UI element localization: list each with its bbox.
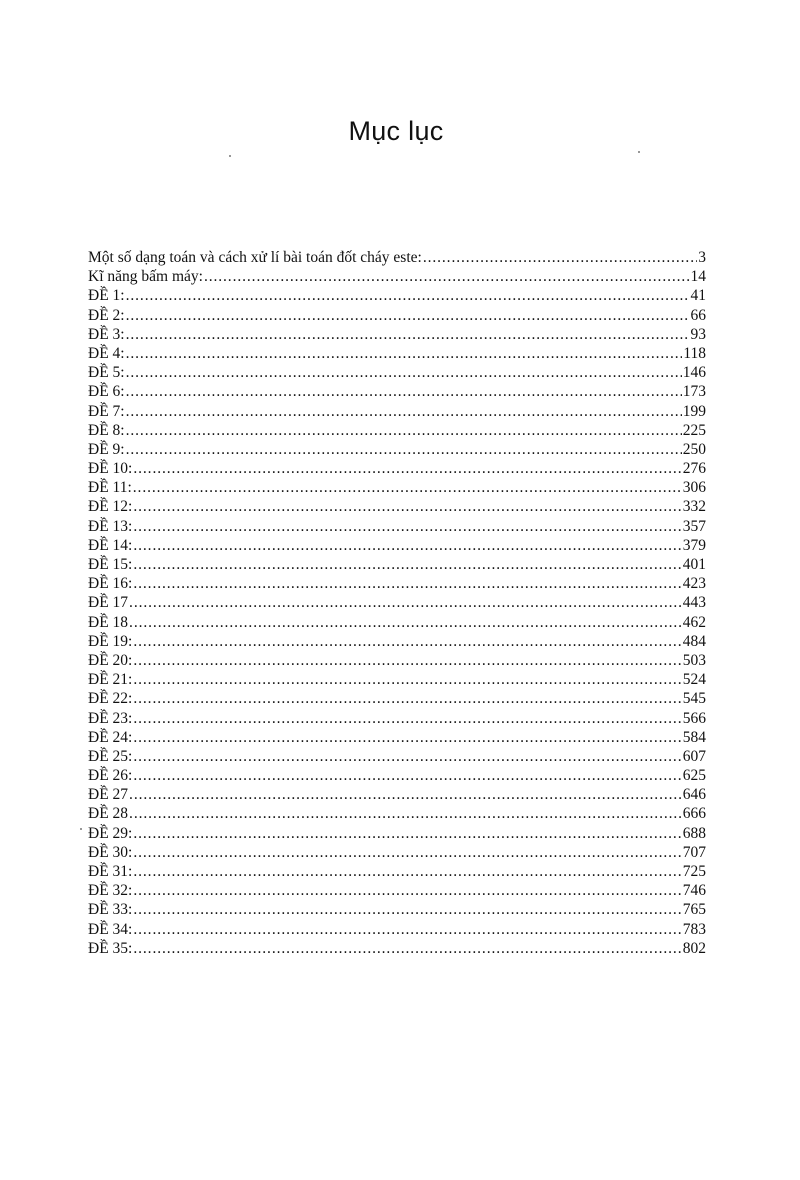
toc-entry xyxy=(88,593,706,612)
toc-entry-label: ĐỀ 18 xyxy=(88,613,129,631)
dot-leader xyxy=(133,881,681,900)
toc-entry xyxy=(88,517,706,536)
toc-entry-label: ĐỀ 35: xyxy=(88,939,133,957)
dot-leader xyxy=(133,478,682,497)
dot-leader xyxy=(129,804,682,823)
toc-entry-page-number: 306 xyxy=(682,479,706,497)
toc-entry-label: ĐỀ 31: xyxy=(88,863,133,880)
toc-entry xyxy=(88,421,706,440)
toc-entry xyxy=(88,574,706,593)
dot-leader xyxy=(129,613,682,632)
toc-entry-label: ĐỀ 20: xyxy=(88,651,133,669)
toc-entry-page-number: 443 xyxy=(682,594,706,612)
toc-entry-page-number: 584 xyxy=(682,728,706,746)
toc-entry-label: ĐỀ 2: xyxy=(88,306,125,324)
toc-entry-label: ĐỀ 32: xyxy=(88,882,133,900)
toc-entry-page-number: 225 xyxy=(682,421,706,439)
dot-leader xyxy=(126,286,690,305)
toc-entry-label: ĐỀ 19: xyxy=(88,632,133,650)
toc-entry-page-number: 146 xyxy=(682,364,706,382)
dot-leader xyxy=(129,593,682,612)
toc-entry-page-number: 484 xyxy=(682,632,706,650)
toc-entry-page-number: 401 xyxy=(682,556,706,573)
toc-entry-page-number: 14 xyxy=(690,268,706,286)
toc-entry-page-number: 276 xyxy=(682,460,706,478)
toc-entry xyxy=(88,402,706,421)
toc-entry-page-number: 423 xyxy=(682,575,706,593)
dot-leader xyxy=(126,402,682,421)
toc-entry-page-number: 707 xyxy=(682,843,706,861)
toc-entry-label: ĐỀ 9: xyxy=(88,440,125,458)
toc-entry xyxy=(88,497,706,516)
toc-entry-page-number: 725 xyxy=(682,863,706,880)
toc-entry xyxy=(88,881,706,900)
toc-entry-page-number: 93 xyxy=(690,325,706,343)
toc-entry-page-number: 199 xyxy=(682,402,706,420)
toc-entry-page-number: 357 xyxy=(682,517,706,535)
dot-leader xyxy=(126,306,690,325)
dot-leader xyxy=(133,709,681,728)
toc-entry-label: ĐỀ 28 xyxy=(88,805,129,823)
toc-entry xyxy=(88,363,706,382)
dot-leader xyxy=(133,459,681,478)
toc-entry xyxy=(88,900,706,919)
dot-leader xyxy=(133,517,681,536)
toc-entry xyxy=(88,824,706,843)
dot-leader xyxy=(126,363,682,382)
toc-entry-page-number: 503 xyxy=(682,651,706,669)
toc-entry xyxy=(88,382,706,401)
toc-entry-label: ĐỀ 11: xyxy=(88,479,132,497)
toc-entry-label: ĐỀ 17 xyxy=(88,594,129,612)
toc-entry-page-number: 173 xyxy=(682,383,706,401)
toc-entry xyxy=(88,286,706,305)
toc-entry-page-number: 332 xyxy=(682,498,706,516)
toc-entry xyxy=(88,843,706,862)
toc-entry-page-number: 118 xyxy=(683,344,706,362)
dot-leader xyxy=(133,766,681,785)
dot-leader xyxy=(126,382,682,401)
toc-entry-page-number: 666 xyxy=(682,805,706,823)
toc-entry xyxy=(88,862,706,881)
scan-speck xyxy=(229,155,231,157)
dot-leader xyxy=(133,900,681,919)
toc-entry xyxy=(88,306,706,325)
dot-leader xyxy=(204,267,690,286)
toc-entry-page-number: 802 xyxy=(682,939,706,957)
toc-entry-label: ĐỀ 3: xyxy=(88,325,125,343)
toc-entry-label: ĐỀ 26: xyxy=(88,767,133,785)
toc-entry-label: ĐỀ 27 xyxy=(88,786,129,804)
toc-entry xyxy=(88,766,706,785)
toc-entry xyxy=(88,248,706,267)
toc-entry xyxy=(88,632,706,651)
toc-entry-page-number: 524 xyxy=(682,671,706,689)
toc-entry-label: ĐỀ 5: xyxy=(88,364,125,382)
dot-leader xyxy=(126,440,682,459)
dot-leader xyxy=(133,632,681,651)
toc-entry-label: ĐỀ 6: xyxy=(88,383,125,401)
dot-leader xyxy=(133,670,681,689)
scan-speck xyxy=(80,828,82,830)
toc-entry-page-number: 646 xyxy=(682,786,706,804)
toc-entry xyxy=(88,747,706,766)
toc-entry xyxy=(88,920,706,939)
toc-entry-label: ĐỀ 33: xyxy=(88,901,133,919)
toc-entry xyxy=(88,555,706,574)
toc-entry xyxy=(88,478,706,497)
toc-entry xyxy=(88,613,706,632)
dot-leader xyxy=(133,824,681,843)
toc-entry xyxy=(88,728,706,747)
toc-entry-page-number: 545 xyxy=(682,690,706,708)
dot-leader xyxy=(129,785,682,804)
toc-entry-label: ĐỀ 14: xyxy=(88,536,133,554)
toc-entry-label: ĐỀ 29: xyxy=(88,824,133,842)
toc-entry-label: ĐỀ 22: xyxy=(88,690,133,708)
page-title: Mục lục xyxy=(348,116,444,146)
toc-entry xyxy=(88,440,706,459)
toc-entry-page-number: 3 xyxy=(698,249,706,266)
toc-entry-label: ĐỀ 8: xyxy=(88,421,125,439)
toc-entry xyxy=(88,325,706,344)
dot-leader xyxy=(133,939,681,958)
toc-entry-label: ĐỀ 1: xyxy=(88,287,125,305)
table-of-contents xyxy=(88,248,706,958)
toc-entry xyxy=(88,709,706,728)
dot-leader xyxy=(133,920,681,939)
toc-entry-page-number: 566 xyxy=(682,709,706,727)
toc-entry-label: ĐỀ 10: xyxy=(88,460,133,478)
toc-entry xyxy=(88,670,706,689)
dot-leader xyxy=(133,497,681,516)
toc-entry xyxy=(88,459,706,478)
toc-entry-page-number: 625 xyxy=(682,767,706,785)
toc-entry-label: ĐỀ 13: xyxy=(88,517,133,535)
toc-entry xyxy=(88,651,706,670)
toc-entry xyxy=(88,785,706,804)
toc-entry-label: Kĩ năng bấm máy: xyxy=(88,268,203,286)
toc-entry xyxy=(88,344,706,363)
dot-leader xyxy=(126,344,683,363)
toc-entry-label: Một số dạng toán và cách xử lí bài toán đốt cháy este: xyxy=(88,249,422,266)
toc-entry-label: ĐỀ 16: xyxy=(88,575,133,593)
dot-leader xyxy=(133,555,681,574)
dot-leader xyxy=(126,421,682,440)
toc-entry-label: ĐỀ 4: xyxy=(88,344,125,362)
scan-speck xyxy=(638,151,640,153)
toc-entry xyxy=(88,536,706,555)
dot-leader xyxy=(133,747,681,766)
dot-leader xyxy=(133,843,681,862)
toc-entry-label: ĐỀ 30: xyxy=(88,843,133,861)
toc-entry xyxy=(88,689,706,708)
dot-leader xyxy=(423,248,697,267)
dot-leader xyxy=(133,728,681,747)
dot-leader xyxy=(133,651,681,670)
dot-leader xyxy=(133,689,681,708)
toc-entry-page-number: 688 xyxy=(682,824,706,842)
toc-entry-label: ĐỀ 25: xyxy=(88,747,133,765)
toc-entry-page-number: 746 xyxy=(682,882,706,900)
toc-entry-page-number: 41 xyxy=(690,287,706,305)
dot-leader xyxy=(133,574,681,593)
toc-entry-page-number: 66 xyxy=(690,306,706,324)
toc-entry-page-number: 607 xyxy=(682,747,706,765)
toc-entry-page-number: 462 xyxy=(682,613,706,631)
toc-entry xyxy=(88,804,706,823)
toc-entry-label: ĐỀ 15: xyxy=(88,556,133,573)
toc-entry-page-number: 783 xyxy=(682,920,706,938)
dot-leader xyxy=(133,536,681,555)
toc-entry xyxy=(88,267,706,286)
toc-entry-page-number: 765 xyxy=(682,901,706,919)
toc-entry-label: ĐỀ 12: xyxy=(88,498,133,516)
toc-entry-label: ĐỀ 34: xyxy=(88,920,133,938)
toc-entry-page-number: 379 xyxy=(682,536,706,554)
toc-entry-page-number: 250 xyxy=(682,440,706,458)
dot-leader xyxy=(126,325,690,344)
toc-entry-label: ĐỀ 23: xyxy=(88,709,133,727)
toc-entry-label: ĐỀ 21: xyxy=(88,671,133,689)
toc-entry-label: ĐỀ 7: xyxy=(88,402,125,420)
toc-entry-label: ĐỀ 24: xyxy=(88,728,133,746)
dot-leader xyxy=(133,862,681,881)
toc-entry xyxy=(88,939,706,958)
